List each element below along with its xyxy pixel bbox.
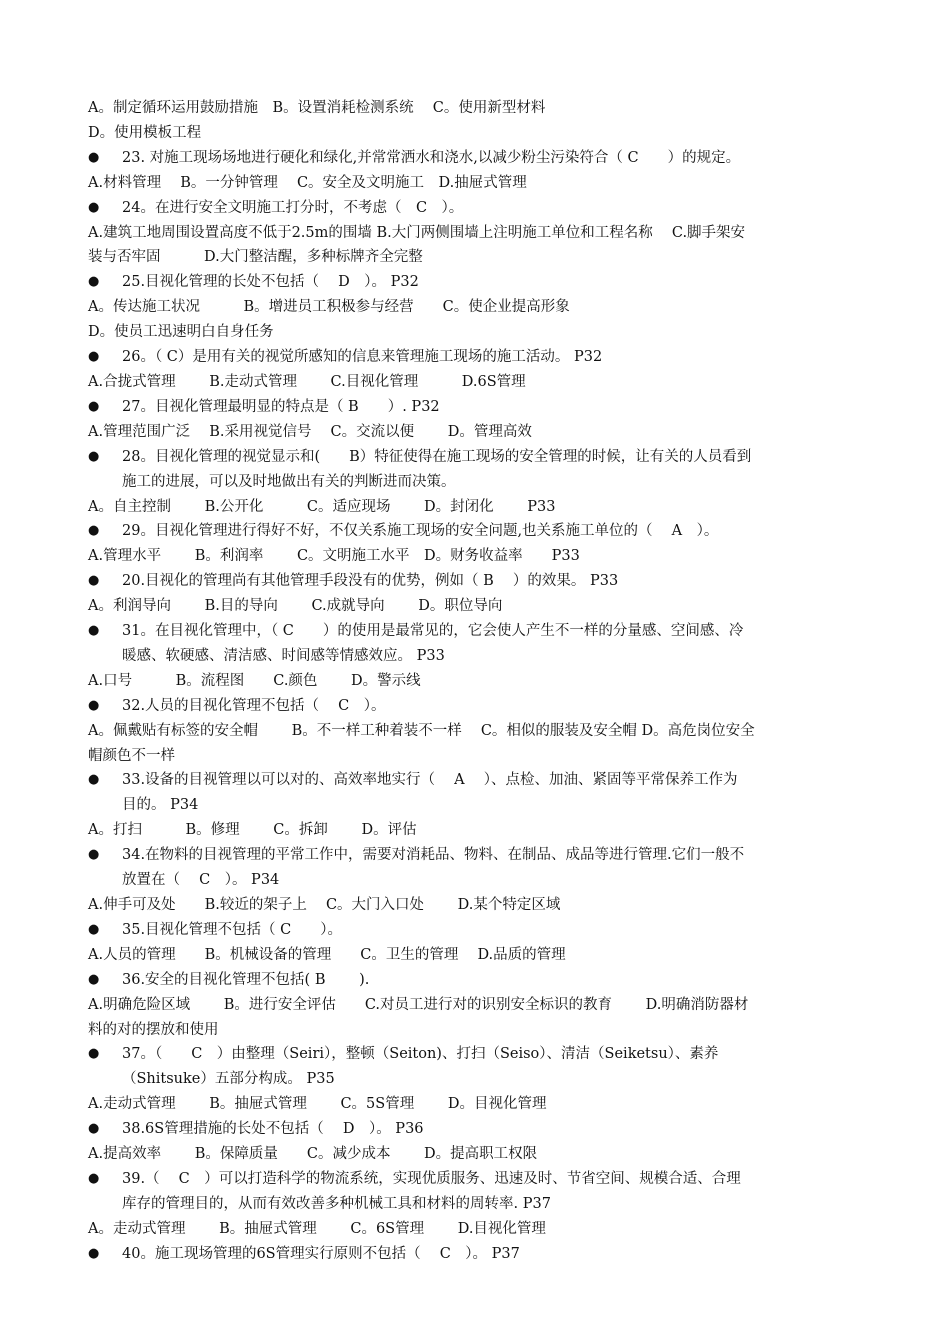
line-text: A.管理范围广泛 B.采用视觉信号 C。交流以便 D。管理高效 <box>88 423 532 440</box>
bullet-icon: ● <box>88 623 100 639</box>
answer-options <box>88 719 858 744</box>
line-text: 35.目视化管理不包括（ C ）。 <box>122 921 343 938</box>
line-text: 34.在物料的目视管理的平常工作中，需要对消耗品、物料、在制品、成品等进行管理.它们一般不 <box>122 847 745 864</box>
question-line <box>88 694 858 719</box>
question-line <box>88 519 858 544</box>
question-line <box>88 619 858 644</box>
bullet-icon: ● <box>88 697 100 713</box>
bullet-icon: ● <box>88 448 100 464</box>
line-text: 帽颜色不一样 <box>88 747 175 764</box>
line-text: 暖感、软硬感、清洁感、时间感等情感效应。 P33 <box>122 647 445 664</box>
question-line <box>88 843 858 868</box>
question-line <box>88 270 858 295</box>
document-page <box>88 96 858 1267</box>
bullet-icon: ● <box>88 1245 100 1261</box>
bullet-icon: ● <box>88 149 100 165</box>
bullet-icon: ● <box>88 398 100 414</box>
answer-options <box>88 1142 858 1167</box>
question-continuation <box>88 1192 858 1217</box>
bullet-icon: ● <box>88 274 100 290</box>
line-text: 装与否牢固 D.大门整洁醒，多种标牌齐全完整 <box>88 249 423 266</box>
answer-options <box>88 993 858 1018</box>
line-text: A。走动式管理 B。抽屉式管理 C。6S管理 D.目视化管理 <box>88 1220 546 1237</box>
question-line <box>88 569 858 594</box>
question-line <box>88 1117 858 1142</box>
bullet-icon: ● <box>88 1170 100 1186</box>
answer-options <box>88 420 858 445</box>
bullet-icon: ● <box>88 199 100 215</box>
answer-options <box>88 1217 858 1242</box>
line-text: A.伸手可及处 B.较近的架子上 C。大门入口处 D.某个特定区域 <box>88 897 561 913</box>
question-line <box>88 196 858 221</box>
line-text: A.人员的管理 B。机械设备的管理 C。卫生的管理 D.品质的管理 <box>88 946 566 963</box>
answer-options <box>88 943 858 968</box>
line-text: 料的对的摆放和使用 <box>88 1021 219 1038</box>
line-text: 26。（ C）是用有关的视觉所感知的信息来管理施工现场的施工活动。 P32 <box>122 349 603 366</box>
answer-options <box>88 893 858 918</box>
line-text: A。打扫 B。修理 C。拆卸 D。评估 <box>88 822 417 839</box>
answer-options <box>88 295 858 320</box>
bullet-icon: ● <box>88 921 100 937</box>
line-text: D。使用模板工程 <box>88 124 202 141</box>
answer-options <box>88 495 858 520</box>
line-text: 31。在目视化管理中，（ C ）的使用是最常见的，它会使人产生不一样的分量感、空间感、冷 <box>122 623 744 640</box>
line-text: （Shitsuke）五部分构成。 P35 <box>122 1071 335 1088</box>
line-text: 放置在（ C ）。 P34 <box>122 872 280 889</box>
line-text: 施工的进展，可以及时地做出有关的判断进而决策。 <box>122 473 456 490</box>
answer-options <box>88 544 858 569</box>
question-line <box>88 918 858 943</box>
question-continuation <box>88 793 858 818</box>
bullet-icon: ● <box>88 1046 100 1062</box>
question-line <box>88 146 858 171</box>
line-text: 32.人员的目视化管理不包括（ C ）。 <box>122 697 386 714</box>
line-text: A。制定循环运用鼓励措施 B。设置消耗检测系统 C。使用新型材料 <box>88 100 546 116</box>
answer-options <box>88 320 858 345</box>
question-line <box>88 395 858 420</box>
question-line <box>88 345 858 370</box>
line-text: 库存的管理目的，从而有效改善多种机械工具和材料的周转率. P37 <box>122 1195 551 1212</box>
question-line <box>88 445 858 470</box>
bullet-icon: ● <box>88 847 100 863</box>
question-line <box>88 1042 858 1067</box>
question-line <box>88 1242 858 1267</box>
line-text: 37。（ C ）由整理（Seiri），整顿（Seiton)、打扫（Seiso）、清洁（Seiketsu）、素养 <box>122 1046 719 1063</box>
line-text: 25.目视化管理的长处不包括（ D ）。 P32 <box>122 274 419 291</box>
bullet-icon: ● <box>88 1121 100 1137</box>
line-text: 39.（ C ）可以打造科学的物流系统，实现优质服务、迅速及时、节省空间、规模合适、合理 <box>122 1170 741 1187</box>
answer-options <box>88 744 858 769</box>
line-text: 29。目视化管理进行得好不好，不仅关系施工现场的安全问题,也关系施工单位的（ A ）。 <box>122 523 719 540</box>
line-text: 33.设备的目视管理以可以对的、高效率地实行（ A ）、点检、加油、紧固等平常保养工作为 <box>122 772 738 789</box>
line-text: A.明确危险区域 B。进行安全评估 C.对员工进行对的识别安全标识的教育 D.明确消防器材 <box>88 996 749 1013</box>
line-text: 目的。 P34 <box>122 797 199 814</box>
line-text: A.合拢式管理 B.走动式管理 C.目视化管理 D.6S管理 <box>88 373 526 390</box>
answer-options <box>88 171 858 196</box>
answer-options <box>88 121 858 146</box>
line-text: 40。施工现场管理的6S管理实行原则不包括（ C ）。 P37 <box>122 1245 520 1262</box>
answer-options <box>88 669 858 694</box>
line-text: 28。目视化管理的视觉显示和( B）特征使得在施工现场的安全管理的时候，让有关的人员看到 <box>122 448 752 465</box>
line-text: 27。目视化管理最明显的特点是（ B ）. P32 <box>122 398 440 415</box>
question-continuation <box>88 868 858 893</box>
question-line <box>88 968 858 993</box>
line-text: A。传达施工状况 B。增进员工积极参与经营 C。使企业提高形象 <box>88 299 570 316</box>
question-line <box>88 1167 858 1192</box>
question-continuation <box>88 1067 858 1092</box>
answer-options <box>88 221 858 246</box>
line-text: A.提高效率 B。保障质量 C。减少成本 D。提高职工权限 <box>88 1146 538 1163</box>
line-text: A.走动式管理 B。抽屉式管理 C。5S管理 D。目视化管理 <box>88 1096 547 1113</box>
bullet-icon: ● <box>88 971 100 987</box>
line-text: A.口号 B。流程图 C.颜色 D。警示线 <box>88 672 421 689</box>
line-text: A。自主控制 B.公开化 C。适应现场 D。封闭化 P33 <box>88 498 556 515</box>
answer-options <box>88 1018 858 1043</box>
line-text: A.材料管理 B。一分钟管理 C。安全及文明施工 D.抽屉式管理 <box>88 174 527 191</box>
line-text: 36.安全的目视化管理不包括( B ). <box>122 971 370 988</box>
line-text: 23. 对施工现场场地进行硬化和绿化,并常常洒水和浇水,以减少粉尘污染符合（ C ）的规定。 <box>122 149 741 166</box>
line-text: 24。在进行安全文明施工打分时，不考虑（ C ）。 <box>122 199 464 216</box>
line-text: A。佩戴贴有标签的安全帽 B。不一样工种着装不一样 C。相似的服装及安全帽 D。高危岗位安全 <box>88 722 755 739</box>
answer-options <box>88 818 858 843</box>
answer-options <box>88 594 858 619</box>
question-continuation <box>88 644 858 669</box>
line-text: A。利润导向 B.目的导向 C.成就导向 D。职位导向 <box>88 598 503 615</box>
line-text: D。使员工迅速明白自身任务 <box>88 324 274 341</box>
line-text: A.管理水平 B。利润率 C。文明施工水平 D。财务收益率 P33 <box>88 548 580 565</box>
question-continuation <box>88 470 858 495</box>
bullet-icon: ● <box>88 573 100 589</box>
answer-options <box>88 96 858 121</box>
answer-options <box>88 245 858 270</box>
bullet-icon: ● <box>88 349 100 365</box>
line-text: 38.6S管理措施的长处不包括（ D ）。 P36 <box>122 1121 424 1138</box>
answer-options <box>88 370 858 395</box>
bullet-icon: ● <box>88 772 100 788</box>
question-line <box>88 768 858 793</box>
line-text: 20.目视化的管理尚有其他管理手段没有的优势，例如（ B ）的效果。 P33 <box>122 573 619 590</box>
bullet-icon: ● <box>88 523 100 539</box>
line-text: A.建筑工地周围设置高度不低于2.5m的围墙 B.大门两侧围墙上注明施工单位和工程名称 C.脚手架安 <box>88 224 746 241</box>
answer-options <box>88 1092 858 1117</box>
